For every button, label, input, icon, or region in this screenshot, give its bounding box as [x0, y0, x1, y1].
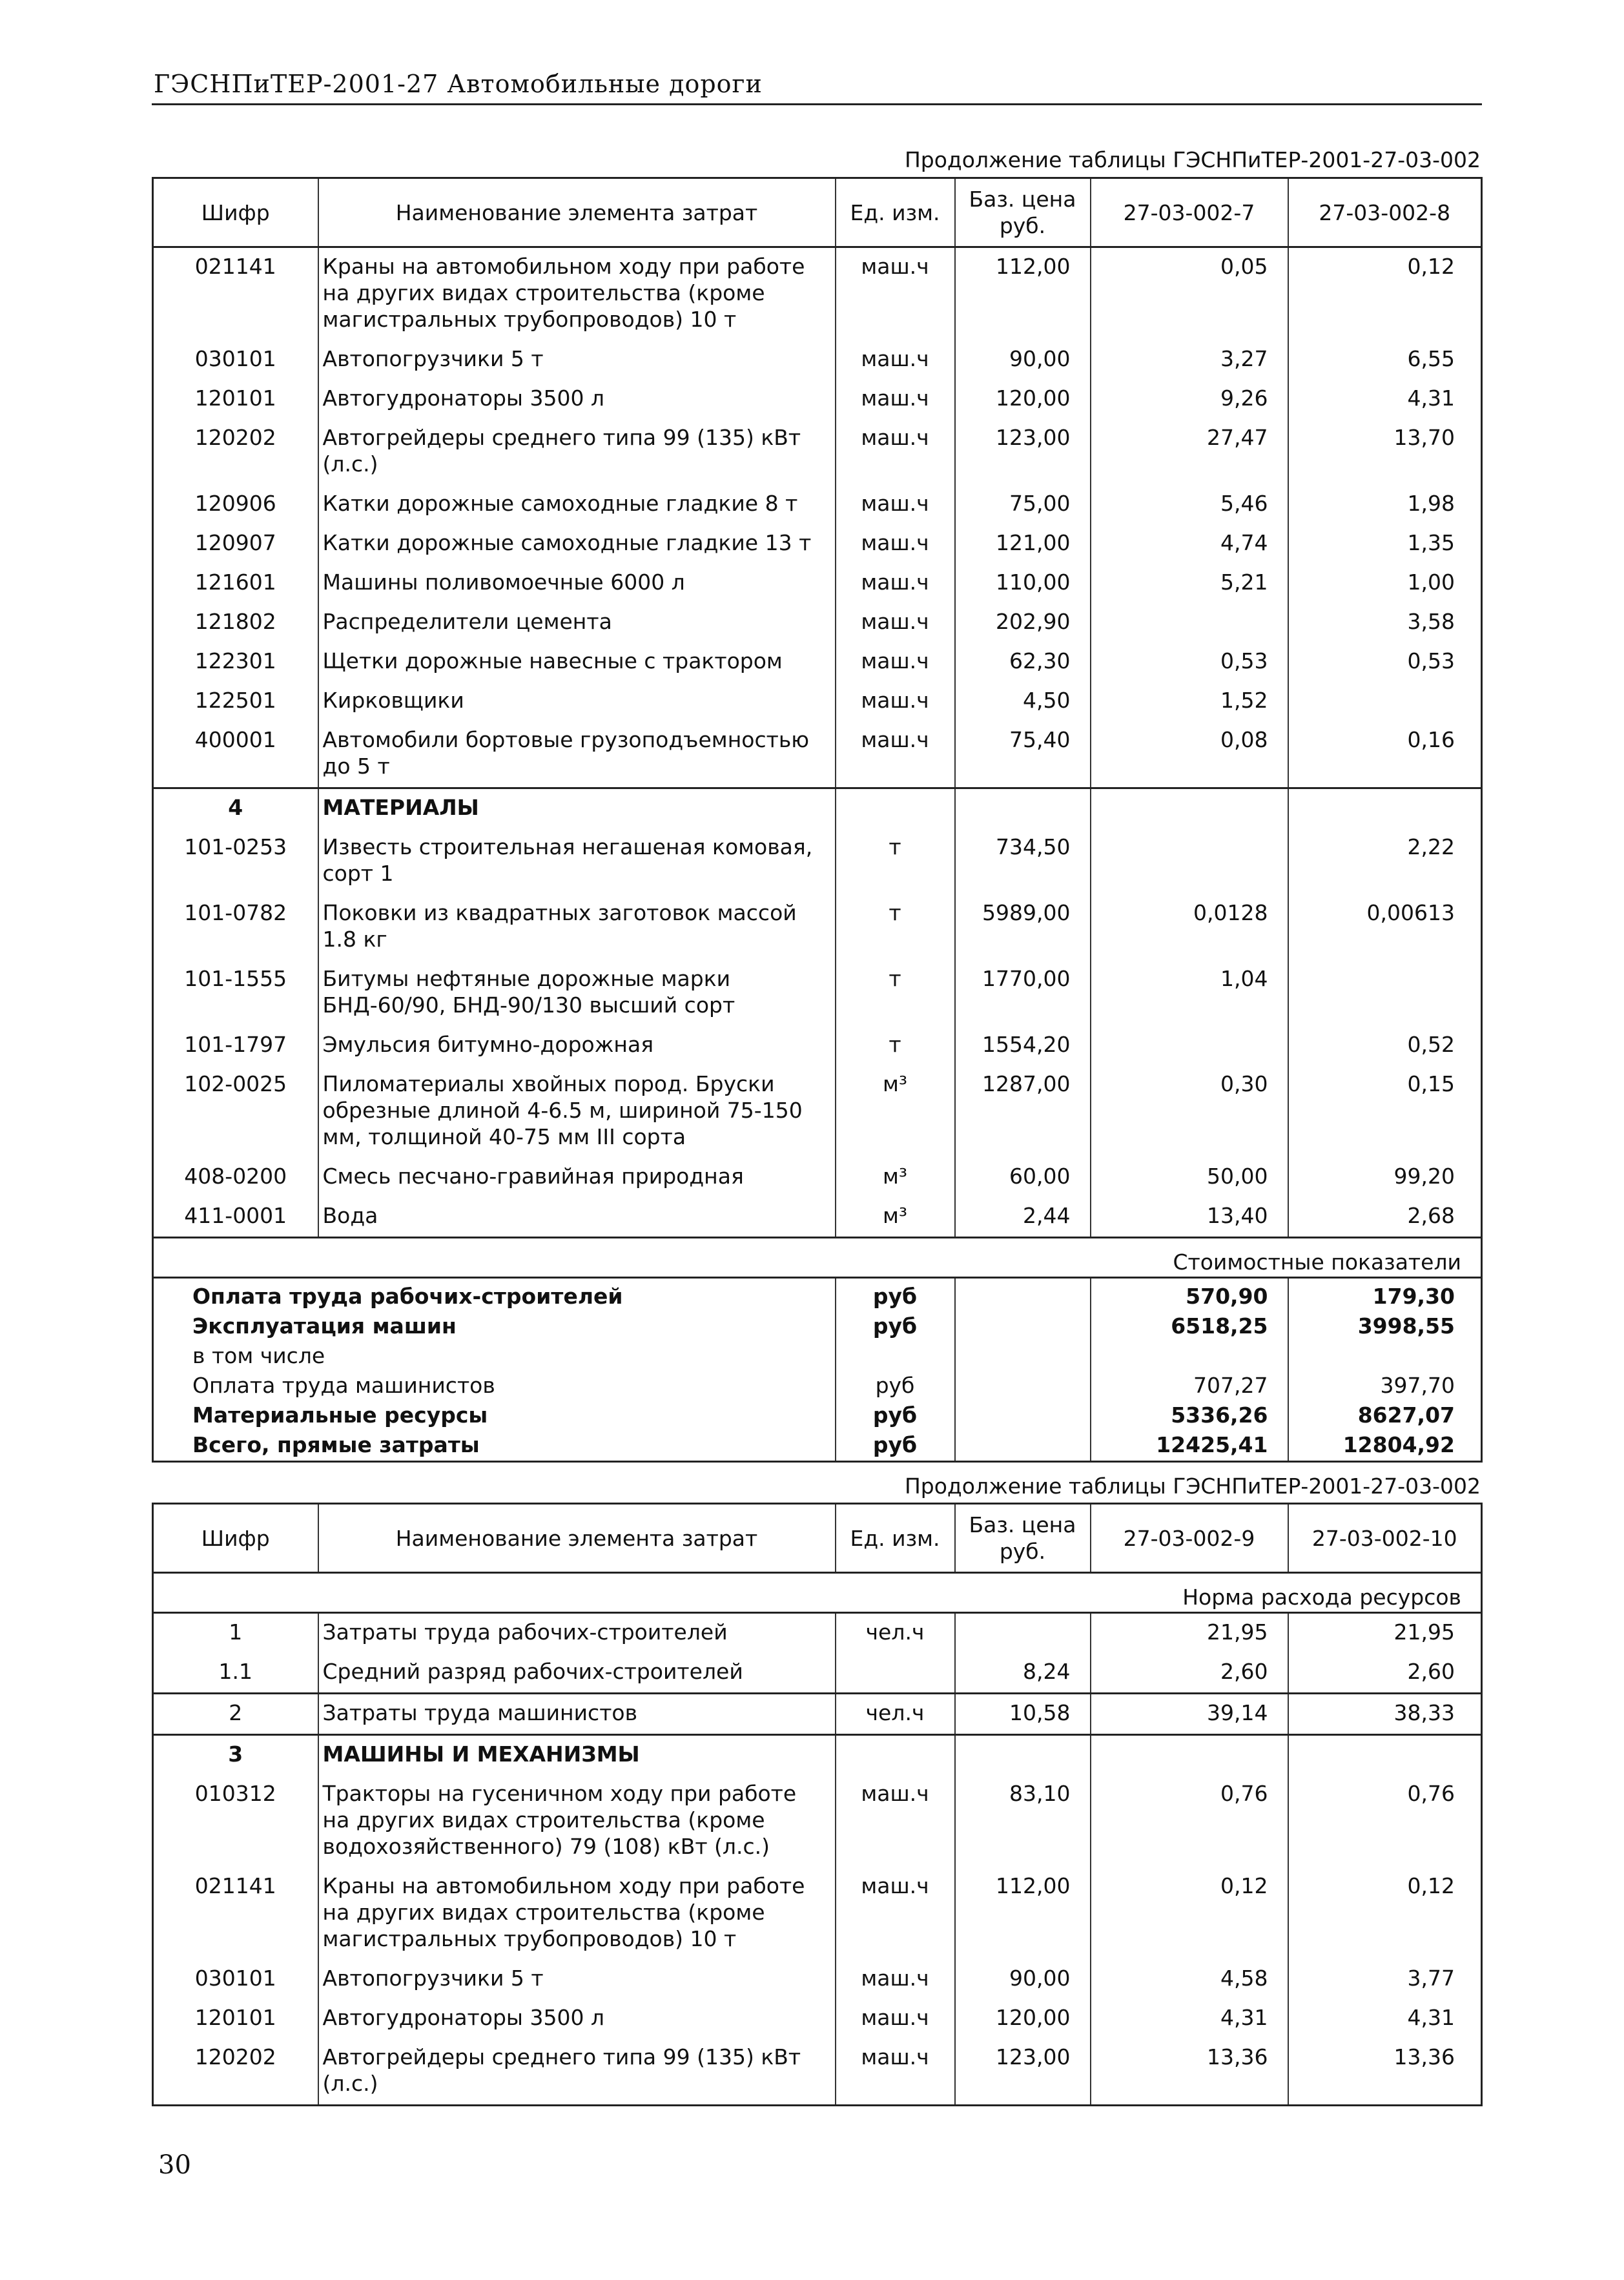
row-name: Катки дорожные самоходные гладкие 13 т — [318, 524, 836, 564]
row-price: 121,00 — [955, 524, 1091, 564]
row-name: Известь строительная негашеная комовая, сорт 1 — [318, 828, 836, 894]
row-price: 202,90 — [955, 603, 1091, 642]
row-name: Затраты труда рабочих-строителей — [318, 1613, 836, 1654]
header-name: Наименование элемента затрат — [318, 1504, 836, 1573]
row-code: 101-1797 — [153, 1026, 318, 1065]
row-value-2: 2,22 — [1288, 828, 1482, 894]
row-unit: маш.ч — [836, 485, 955, 524]
row-value-2 — [1288, 682, 1482, 721]
table-row — [153, 1026, 1482, 1065]
row-value-2: 1,35 — [1288, 524, 1482, 564]
row-unit: чел.ч — [836, 1613, 955, 1654]
header-col-1: 27-03-002-9 — [1091, 1504, 1288, 1573]
row-name: МАШИНЫ И МЕХАНИЗМЫ — [318, 1735, 836, 1776]
row-name: МАТЕРИАЛЫ — [318, 788, 836, 829]
row-value-2 — [1288, 1735, 1482, 1776]
row-value-2: 0,12 — [1288, 1867, 1482, 1960]
row-price: 75,40 — [955, 721, 1091, 788]
table-row — [153, 247, 1482, 341]
row-value-1 — [1091, 1026, 1288, 1065]
row-unit: м³ — [836, 1065, 955, 1158]
summary-value-1: 6518,25 — [1091, 1312, 1288, 1342]
row-value-2: 3,77 — [1288, 1960, 1482, 1999]
table-row — [153, 682, 1482, 721]
section-caption-row — [153, 1573, 1482, 1613]
row-value-2: 21,95 — [1288, 1613, 1482, 1654]
row-unit: т — [836, 894, 955, 960]
row-unit — [836, 1653, 955, 1694]
header-code: Шифр — [153, 1504, 318, 1573]
row-value-1: 0,0128 — [1091, 894, 1288, 960]
row-value-1 — [1091, 788, 1288, 829]
row-price: 60,00 — [955, 1158, 1091, 1197]
summary-unit — [836, 1342, 955, 1371]
row-name: Тракторы на гусеничном ходу при работе на других видах строительства (кроме водохозяйственного) 79 (108) кВт (л.с.) — [318, 1775, 836, 1867]
row-name: Краны на автомобильном ходу при работе на других видах строительства (кроме магистральных трубопроводов) 10 т — [318, 247, 836, 341]
row-value-1: 5,21 — [1091, 564, 1288, 603]
row-code: 121601 — [153, 564, 318, 603]
row-name: Автогрейдеры среднего типа 99 (135) кВт (л.с.) — [318, 419, 836, 485]
row-value-1: 0,08 — [1091, 721, 1288, 788]
row-unit: маш.ч — [836, 419, 955, 485]
row-unit: маш.ч — [836, 247, 955, 341]
summary-value-1: 707,27 — [1091, 1371, 1288, 1401]
resource-table-1 — [152, 177, 1483, 1463]
row-name: Кирковщики — [318, 682, 836, 721]
header-unit: Ед. изм. — [836, 178, 955, 247]
table2-caption: Продолжение таблицы ГЭСНПиТЕР-2001-27-03-002 — [904, 1474, 1481, 1499]
table-row — [153, 894, 1482, 960]
row-name: Битумы нефтяные дорожные марки БНД-60/90, БНД-90/130 высший сорт — [318, 960, 836, 1026]
row-unit: маш.ч — [836, 1867, 955, 1960]
summary-label: Эксплуатация машин — [153, 1312, 836, 1342]
row-unit — [836, 1735, 955, 1776]
header-col-2: 27-03-002-10 — [1288, 1504, 1482, 1573]
row-code: 030101 — [153, 340, 318, 380]
summary-value-1: 12425,41 — [1091, 1431, 1288, 1462]
row-value-1: 27,47 — [1091, 419, 1288, 485]
row-value-2: 0,53 — [1288, 642, 1482, 682]
header-col-2: 27-03-002-8 — [1288, 178, 1482, 247]
row-price: 5989,00 — [955, 894, 1091, 960]
row-name: Автогудронаторы 3500 л — [318, 1999, 836, 2039]
row-name: Распределители цемента — [318, 603, 836, 642]
resource-table-2 — [152, 1503, 1483, 2106]
row-value-1: 4,74 — [1091, 524, 1288, 564]
row-code: 400001 — [153, 721, 318, 788]
row-value-2: 4,31 — [1288, 1999, 1482, 2039]
row-price — [955, 788, 1091, 829]
row-price — [955, 1613, 1091, 1654]
row-price: 75,00 — [955, 485, 1091, 524]
table-row — [153, 485, 1482, 524]
table-row — [153, 1197, 1482, 1238]
summary-label: Материальные ресурсы — [153, 1401, 836, 1431]
summary-price — [955, 1371, 1091, 1401]
row-value-2: 38,33 — [1288, 1694, 1482, 1735]
table-row — [153, 1158, 1482, 1197]
table-row — [153, 380, 1482, 419]
row-unit — [836, 788, 955, 829]
summary-value-2: 8627,07 — [1288, 1401, 1482, 1431]
row-code: 030101 — [153, 1960, 318, 1999]
row-value-1: 4,58 — [1091, 1960, 1288, 1999]
row-value-1: 4,31 — [1091, 1999, 1288, 2039]
row-unit: маш.ч — [836, 2039, 955, 2106]
summary-row — [153, 1401, 1482, 1431]
row-price: 1770,00 — [955, 960, 1091, 1026]
table-row — [153, 603, 1482, 642]
table-row — [153, 1613, 1482, 1654]
row-unit: маш.ч — [836, 1960, 955, 1999]
summary-unit: руб — [836, 1312, 955, 1342]
row-name: Катки дорожные самоходные гладкие 8 т — [318, 485, 836, 524]
table-row — [153, 524, 1482, 564]
row-name: Краны на автомобильном ходу при работе на других видах строительства (кроме магистральных трубопроводов) 10 т — [318, 1867, 836, 1960]
row-price: 10,58 — [955, 1694, 1091, 1735]
row-unit: маш.ч — [836, 564, 955, 603]
summary-label: Оплата труда машинистов — [153, 1371, 836, 1401]
row-value-2: 6,55 — [1288, 340, 1482, 380]
row-code: 122501 — [153, 682, 318, 721]
row-code: 1.1 — [153, 1653, 318, 1694]
row-value-2: 0,12 — [1288, 247, 1482, 341]
table-row — [153, 2039, 1482, 2106]
summary-unit: руб — [836, 1278, 955, 1313]
summary-unit: руб — [836, 1371, 955, 1401]
row-value-2: 13,36 — [1288, 2039, 1482, 2106]
summary-label: в том числе — [153, 1342, 836, 1371]
summary-price — [955, 1312, 1091, 1342]
row-value-2: 2,68 — [1288, 1197, 1482, 1238]
row-unit: маш.ч — [836, 682, 955, 721]
row-price: 62,30 — [955, 642, 1091, 682]
summary-value-2: 12804,92 — [1288, 1431, 1482, 1462]
row-price: 4,50 — [955, 682, 1091, 721]
row-value-2: 0,76 — [1288, 1775, 1482, 1867]
row-unit: м³ — [836, 1158, 955, 1197]
running-head: ГЭСНПиТЕР-2001-27 Автомобильные дороги — [154, 70, 763, 98]
section-row — [153, 788, 1482, 829]
row-price: 110,00 — [955, 564, 1091, 603]
row-code: 4 — [153, 788, 318, 829]
row-price: 120,00 — [955, 1999, 1091, 2039]
table-row — [153, 1867, 1482, 1960]
table-row — [153, 564, 1482, 603]
row-value-1: 0,30 — [1091, 1065, 1288, 1158]
row-name: Автогрейдеры среднего типа 99 (135) кВт (л.с.) — [318, 2039, 836, 2106]
row-unit: м³ — [836, 1197, 955, 1238]
section-caption-row — [153, 1238, 1482, 1278]
row-price: 120,00 — [955, 380, 1091, 419]
row-value-2: 0,16 — [1288, 721, 1482, 788]
summary-unit: руб — [836, 1401, 955, 1431]
row-value-1: 5,46 — [1091, 485, 1288, 524]
row-unit: т — [836, 1026, 955, 1065]
summary-label: Оплата труда рабочих-строителей — [153, 1278, 836, 1313]
row-unit: маш.ч — [836, 721, 955, 788]
row-value-1: 13,36 — [1091, 2039, 1288, 2106]
row-value-2: 0,00613 — [1288, 894, 1482, 960]
row-value-1: 0,12 — [1091, 1867, 1288, 1960]
header-name: Наименование элемента затрат — [318, 178, 836, 247]
row-code: 2 — [153, 1694, 318, 1735]
header-rule — [152, 103, 1482, 105]
row-name: Средний разряд рабочих-строителей — [318, 1653, 836, 1694]
row-value-1: 2,60 — [1091, 1653, 1288, 1694]
row-name: Автопогрузчики 5 т — [318, 1960, 836, 1999]
row-price: 90,00 — [955, 340, 1091, 380]
row-price: 2,44 — [955, 1197, 1091, 1238]
row-name: Смесь песчано-гравийная природная — [318, 1158, 836, 1197]
table-row — [153, 1653, 1482, 1694]
table-row — [153, 419, 1482, 485]
row-price: 734,50 — [955, 828, 1091, 894]
row-value-1: 0,76 — [1091, 1775, 1288, 1867]
summary-value-1 — [1091, 1342, 1288, 1371]
row-unit: маш.ч — [836, 524, 955, 564]
row-value-1: 3,27 — [1091, 340, 1288, 380]
row-price: 112,00 — [955, 1867, 1091, 1960]
header-unit: Ед. изм. — [836, 1504, 955, 1573]
table-row — [153, 1999, 1482, 2039]
row-value-1: 0,05 — [1091, 247, 1288, 341]
row-code: 120101 — [153, 380, 318, 419]
table-row — [153, 960, 1482, 1026]
row-price: 123,00 — [955, 2039, 1091, 2106]
row-code: 3 — [153, 1735, 318, 1776]
row-price: 90,00 — [955, 1960, 1091, 1999]
row-code: 122301 — [153, 642, 318, 682]
summary-row — [153, 1312, 1482, 1342]
row-name: Поковки из квадратных заготовок массой 1.8 кг — [318, 894, 836, 960]
row-unit: маш.ч — [836, 340, 955, 380]
summary-label: Всего, прямые затраты — [153, 1431, 836, 1462]
row-value-2: 0,15 — [1288, 1065, 1482, 1158]
row-name: Щетки дорожные навесные с трактором — [318, 642, 836, 682]
row-unit: т — [836, 828, 955, 894]
row-unit: маш.ч — [836, 603, 955, 642]
row-price: 8,24 — [955, 1653, 1091, 1694]
row-name: Машины поливомоечные 6000 л — [318, 564, 836, 603]
row-price: 83,10 — [955, 1775, 1091, 1867]
row-code: 120907 — [153, 524, 318, 564]
row-value-1: 21,95 — [1091, 1613, 1288, 1654]
row-price: 112,00 — [955, 247, 1091, 341]
row-price: 1554,20 — [955, 1026, 1091, 1065]
row-code: 101-0782 — [153, 894, 318, 960]
header-price: Баз. цена руб. — [955, 178, 1091, 247]
row-value-1 — [1091, 603, 1288, 642]
header-row — [153, 1504, 1482, 1573]
page-number: 30 — [158, 2150, 191, 2180]
row-price: 1287,00 — [955, 1065, 1091, 1158]
summary-price — [955, 1431, 1091, 1462]
summary-unit: руб — [836, 1431, 955, 1462]
row-value-1: 1,04 — [1091, 960, 1288, 1026]
summary-row — [153, 1342, 1482, 1371]
table-row — [153, 828, 1482, 894]
row-value-2 — [1288, 960, 1482, 1026]
table-row — [153, 721, 1482, 788]
table-row — [153, 1960, 1482, 1999]
row-code: 120906 — [153, 485, 318, 524]
summary-value-2: 397,70 — [1288, 1371, 1482, 1401]
row-value-1: 13,40 — [1091, 1197, 1288, 1238]
row-code: 101-1555 — [153, 960, 318, 1026]
summary-row — [153, 1431, 1482, 1462]
row-value-2: 13,70 — [1288, 419, 1482, 485]
row-value-2: 3,58 — [1288, 603, 1482, 642]
summary-value-2: 3998,55 — [1288, 1312, 1482, 1342]
table-row — [153, 1694, 1482, 1735]
row-unit: маш.ч — [836, 1775, 955, 1867]
row-name: Эмульсия битумно-дорожная — [318, 1026, 836, 1065]
section-caption: Норма расхода ресурсов — [153, 1573, 1482, 1613]
row-value-2: 1,98 — [1288, 485, 1482, 524]
row-code: 121802 — [153, 603, 318, 642]
row-code: 120202 — [153, 2039, 318, 2106]
row-value-1: 50,00 — [1091, 1158, 1288, 1197]
summary-price — [955, 1401, 1091, 1431]
summary-value-1: 5336,26 — [1091, 1401, 1288, 1431]
summary-row — [153, 1278, 1482, 1313]
table-row — [153, 1775, 1482, 1867]
summary-price — [955, 1342, 1091, 1371]
row-value-2: 4,31 — [1288, 380, 1482, 419]
row-code: 102-0025 — [153, 1065, 318, 1158]
summary-row — [153, 1371, 1482, 1401]
row-code: 120101 — [153, 1999, 318, 2039]
row-value-1 — [1091, 828, 1288, 894]
row-name: Автопогрузчики 5 т — [318, 340, 836, 380]
summary-value-2: 179,30 — [1288, 1278, 1482, 1313]
row-unit: маш.ч — [836, 380, 955, 419]
row-name: Затраты труда машинистов — [318, 1694, 836, 1735]
row-name: Автогудронаторы 3500 л — [318, 380, 836, 419]
summary-value-1: 570,90 — [1091, 1278, 1288, 1313]
row-value-2: 0,52 — [1288, 1026, 1482, 1065]
row-value-1: 0,53 — [1091, 642, 1288, 682]
summary-value-2 — [1288, 1342, 1482, 1371]
row-code: 021141 — [153, 1867, 318, 1960]
table-row — [153, 340, 1482, 380]
row-name: Автомобили бортовые грузоподъемностью до 5 т — [318, 721, 836, 788]
header-row — [153, 178, 1482, 247]
row-value-2: 99,20 — [1288, 1158, 1482, 1197]
table-row — [153, 1065, 1482, 1158]
row-code: 1 — [153, 1613, 318, 1654]
row-value-1: 9,26 — [1091, 380, 1288, 419]
row-unit: т — [836, 960, 955, 1026]
row-value-1: 1,52 — [1091, 682, 1288, 721]
row-value-2: 1,00 — [1288, 564, 1482, 603]
row-price: 123,00 — [955, 419, 1091, 485]
row-price — [955, 1735, 1091, 1776]
row-value-2 — [1288, 788, 1482, 829]
row-code: 021141 — [153, 247, 318, 341]
summary-price — [955, 1278, 1091, 1313]
row-unit: маш.ч — [836, 642, 955, 682]
table-row — [153, 642, 1482, 682]
section-row — [153, 1735, 1482, 1776]
row-value-1: 39,14 — [1091, 1694, 1288, 1735]
row-name: Вода — [318, 1197, 836, 1238]
header-price: Баз. цена руб. — [955, 1504, 1091, 1573]
section-caption: Стоимостные показатели — [153, 1238, 1482, 1278]
row-unit: чел.ч — [836, 1694, 955, 1735]
row-code: 101-0253 — [153, 828, 318, 894]
row-name: Пиломатериалы хвойных пород. Бруски обрезные длиной 4-6.5 м, шириной 75-150 мм, толщиной 40-75 мм III сорта — [318, 1065, 836, 1158]
row-code: 411-0001 — [153, 1197, 318, 1238]
table1-caption: Продолжение таблицы ГЭСНПиТЕР-2001-27-03-002 — [904, 147, 1481, 172]
row-code: 010312 — [153, 1775, 318, 1867]
row-code: 408-0200 — [153, 1158, 318, 1197]
header-code: Шифр — [153, 178, 318, 247]
row-value-1 — [1091, 1735, 1288, 1776]
row-code: 120202 — [153, 419, 318, 485]
row-unit: маш.ч — [836, 1999, 955, 2039]
row-value-2: 2,60 — [1288, 1653, 1482, 1694]
header-col-1: 27-03-002-7 — [1091, 178, 1288, 247]
